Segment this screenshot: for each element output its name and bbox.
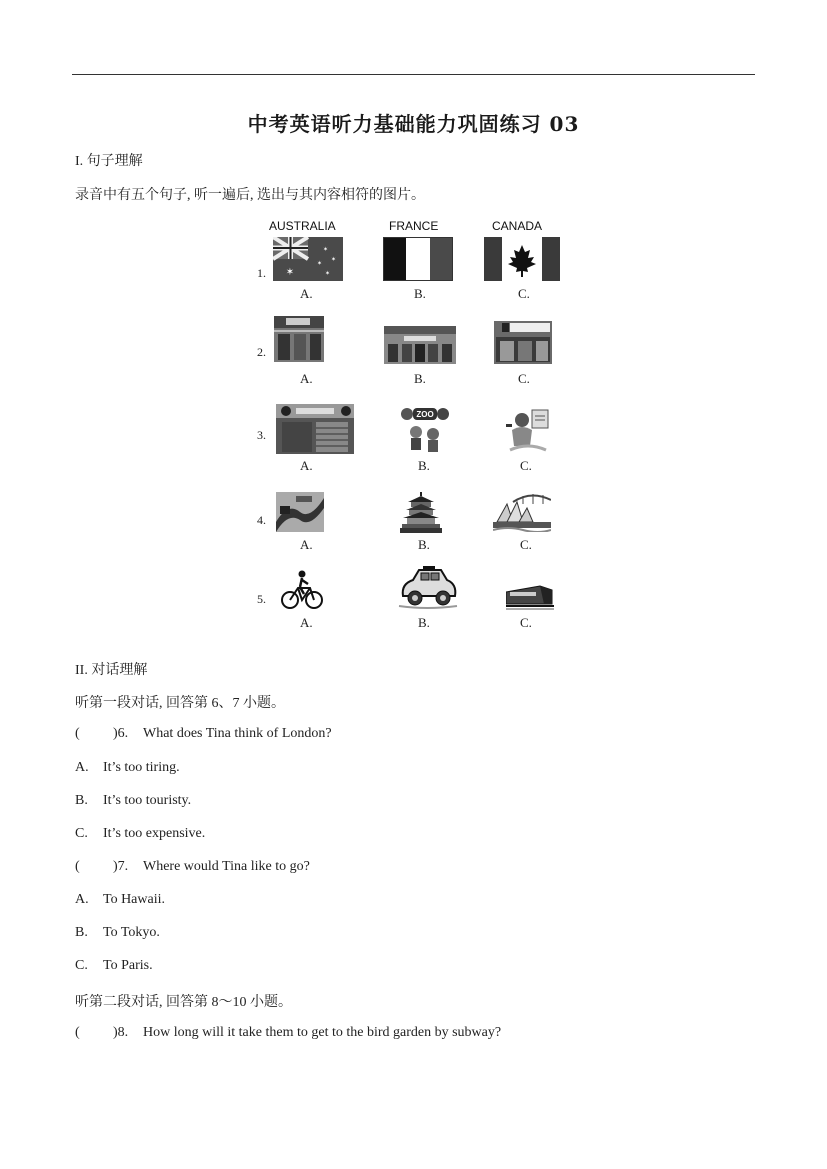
q7-option-c: [75, 958, 153, 974]
row-3-option-b: B.: [418, 458, 430, 473]
section1-heading: I. 句子理解: [75, 154, 143, 169]
answer-blank[interactable]: (: [75, 726, 80, 741]
france-flag-icon: [383, 237, 453, 281]
row-1-option-c: C.: [518, 286, 530, 301]
australia-flag-icon: [273, 237, 343, 281]
svg-text:✶: ✶: [323, 247, 329, 253]
option-text: It’s too tiring.: [103, 760, 180, 775]
answer-blank[interactable]: (: [75, 1025, 80, 1040]
train-icon: [506, 582, 554, 610]
cinema-building-icon: [384, 326, 456, 364]
question-number: )6.: [113, 726, 129, 741]
question-text: How long will it take them to get to the bird garden by subway?: [143, 1025, 502, 1040]
dialogue2-instruction: 听第二段对话, 回答第 8～10 小题。: [75, 995, 292, 1010]
row-2-option-c: C.: [518, 371, 530, 386]
canada-flag-icon: [484, 237, 560, 281]
flag-label-australia: AUSTRALIA: [269, 219, 336, 233]
question-text: Where would Tina like to go?: [143, 859, 310, 874]
svg-text:✶: ✶: [317, 261, 323, 267]
shop-building-icon: [276, 404, 354, 454]
q6-option-b: [75, 793, 191, 809]
question-number: )7.: [113, 859, 129, 874]
option-letter: A.: [75, 760, 89, 775]
row-2-option-b: B.: [414, 371, 426, 386]
option-text: To Hawaii.: [103, 892, 166, 907]
header-rule: [72, 74, 755, 75]
row-5-option-c: C.: [520, 615, 532, 630]
picture-row-4-number: 4.: [257, 513, 266, 527]
option-text: It’s too touristy.: [103, 793, 192, 808]
section2-heading: II. 对话理解: [75, 663, 148, 678]
option-text: To Paris.: [103, 958, 153, 973]
picture-row-2-number: 2.: [257, 345, 266, 359]
question-8: [75, 1025, 501, 1041]
temple-of-heaven-icon: [400, 492, 442, 534]
dialogue1-instruction: 听第一段对话, 回答第 6、7 小题。: [75, 696, 285, 711]
option-letter: B.: [75, 793, 88, 808]
row-4-option-b: B.: [418, 537, 430, 552]
post-office-building-icon: [494, 321, 552, 364]
answer-blank[interactable]: (: [75, 859, 80, 874]
sydney-opera-house-icon: [493, 492, 551, 532]
row-2-option-a: A.: [300, 371, 313, 386]
q6-option-a: [75, 760, 180, 776]
taxi-icon: [397, 566, 459, 610]
question-7: [75, 859, 310, 875]
svg-text:ZOO: ZOO: [416, 410, 434, 419]
row-3-option-a: A.: [300, 458, 313, 473]
row-5-option-a: A.: [300, 615, 313, 630]
flag-label-france: FRANCE: [389, 219, 439, 233]
row-1-option-b: B.: [414, 286, 426, 301]
svg-text:✶: ✶: [331, 257, 337, 263]
row-5-option-b: B.: [418, 615, 430, 630]
option-text: To Tokyo.: [103, 925, 160, 940]
row-1-option-a: A.: [300, 286, 313, 301]
svg-text:✶: ✶: [325, 271, 331, 277]
restaurant-building-icon: [274, 312, 324, 362]
svg-text:✶: ✶: [285, 267, 295, 278]
option-letter: C.: [75, 958, 88, 973]
section1-instruction: 录音中有五个句子, 听一遍后, 选出与其内容相符的图片。: [75, 188, 425, 203]
doctor-icon: [502, 406, 552, 454]
question-number: )8.: [113, 1025, 129, 1040]
question-text: What does Tina think of London?: [143, 726, 332, 741]
picture-row-5-number: 5.: [257, 592, 266, 606]
q7-option-b: [75, 925, 160, 941]
picture-row-1-number: 1.: [257, 266, 266, 280]
bicycle-icon: [280, 570, 324, 610]
option-letter: A.: [75, 892, 89, 907]
row-3-option-c: C.: [520, 458, 532, 473]
option-letter: B.: [75, 925, 88, 940]
picture-row-3-number: 3.: [257, 428, 266, 442]
page-title: 中考英语听力基础能力巩固练习 03: [247, 112, 580, 136]
q7-option-a: [75, 892, 165, 908]
row-4-option-a: A.: [300, 537, 313, 552]
zoo-children-icon: [401, 406, 449, 456]
option-text: It’s too expensive.: [103, 826, 206, 841]
option-letter: C.: [75, 826, 88, 841]
q6-option-c: [75, 826, 205, 842]
row-4-option-c: C.: [520, 537, 532, 552]
great-wall-icon: [276, 492, 324, 532]
question-6: [75, 726, 332, 742]
flag-label-canada: CANADA: [492, 219, 543, 233]
